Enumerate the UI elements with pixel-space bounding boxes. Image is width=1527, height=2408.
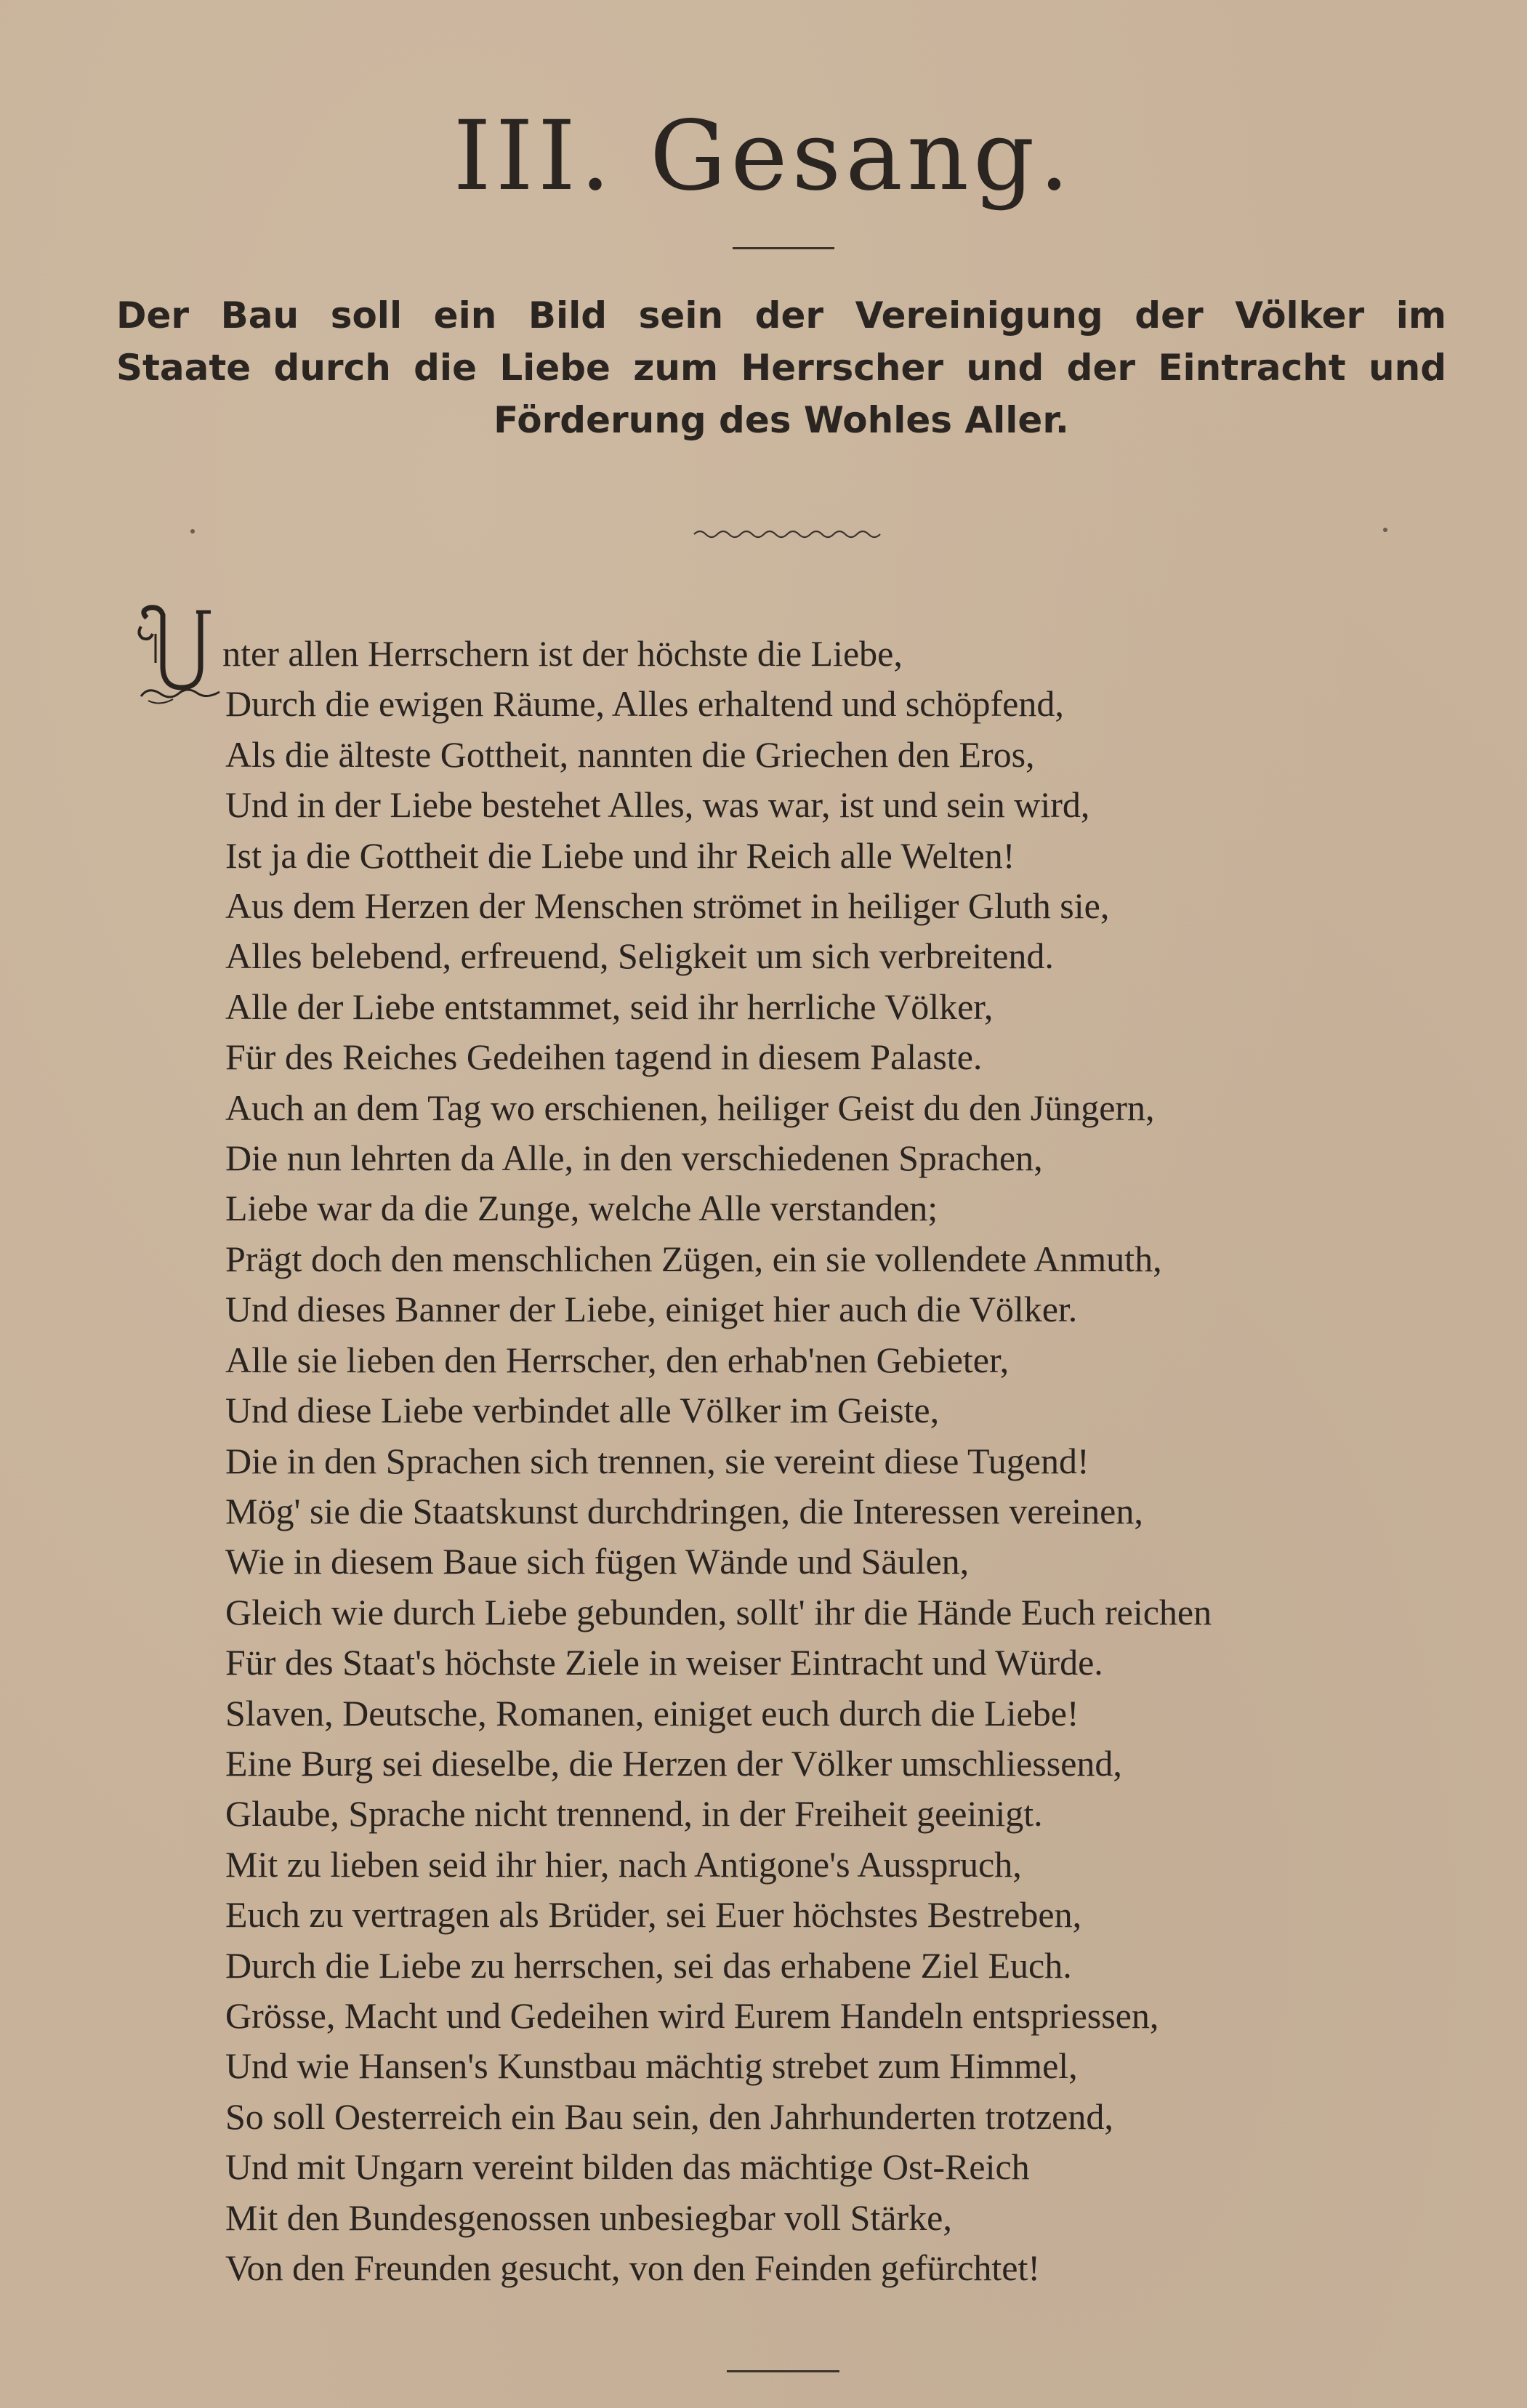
poem-line: Die nun lehrten da Alle, in den verschiedenen Sprachen,	[225, 1137, 1043, 1179]
summary-line-2: Staate durch die Liebe zum Herrscher und der Eintracht und	[116, 347, 1446, 389]
poem-line: Ist ja die Gottheit die Liebe und ihr Reich alle Welten!	[225, 834, 1015, 876]
poem-line: Wie in diesem Baue sich fügen Wände und Säulen,	[225, 1541, 970, 1582]
drop-cap-flourish-icon	[138, 682, 225, 708]
poem-line: Die in den Sprachen sich trennen, sie vereint diese Tugend!	[225, 1440, 1089, 1481]
poem-line: Auch an dem Tag wo erschienen, heiliger Geist du den Jüngern,	[225, 1087, 1155, 1128]
poem-line: So soll Oesterreich ein Bau sein, den Jahrhunderten trotzend,	[225, 2095, 1113, 2137]
summary-line-3: Förderung des Wohles Aller.	[493, 399, 1069, 441]
poem-line: Liebe war da die Zunge, welche Alle verstanden;	[225, 1188, 938, 1229]
poem-line: Und diese Liebe verbindet alle Völker im Geiste,	[225, 1390, 940, 1431]
poem-line: Mit den Bundesgenossen unbesiegbar voll Stärke,	[225, 2196, 952, 2238]
poem-line: Und mit Ungarn vereint bilden das mächtige Ost-Reich	[225, 2146, 1030, 2188]
poem-line: Euch zu vertragen als Brüder, sei Euer höchstes Bestreben,	[225, 1894, 1082, 1936]
poem-line: Als die älteste Gottheit, nannten die Griechen den Eros,	[225, 733, 1035, 775]
poem-line: Durch die ewigen Räume, Alles erhaltend und schöpfend,	[225, 683, 1064, 725]
poem-line: Für des Reiches Gedeihen tagend in diesem Palaste.	[225, 1036, 983, 1078]
canto-summary	[116, 289, 1446, 446]
poem-line: Alle der Liebe entstammet, seid ihr herrliche Völker,	[225, 986, 994, 1027]
poem-line: Glaube, Sprache nicht trennend, in der Freiheit geeinigt.	[225, 1793, 1043, 1835]
poem-line-1-text: nter allen Herrschern ist der höchste die Liebe,	[222, 633, 903, 674]
page-title: III. Gesang.	[453, 100, 1074, 212]
poem-line: Von den Freunden gesucht, von den Feinden gefürchtet!	[225, 2247, 1041, 2288]
poem-line: Grösse, Macht und Gedeihen wird Eurem Handeln entspriessen,	[225, 1994, 1159, 2036]
poem-line-1	[196, 629, 1461, 679]
poem-line: Gleich wie durch Liebe gebunden, sollt' ihr die Hände Euch reichen	[225, 1591, 1212, 1632]
poem-line: Und in der Liebe bestehet Alles, was war, ist und sein wird,	[225, 784, 1090, 826]
poem-line: Aus dem Herzen der Menschen strömet in heiliger Gluth sie,	[225, 885, 1110, 927]
poem-line: Prägt doch den menschlichen Zügen, ein sie vollendete Anmuth,	[225, 1238, 1162, 1279]
print-speck	[1383, 528, 1387, 532]
poem-line: Durch die Liebe zu herrschen, sei das erhabene Ziel Euch.	[225, 1944, 1072, 1986]
footer-divider	[727, 2370, 839, 2372]
poem-line: Und wie Hansen's Kunstbau mächtig strebet zum Himmel,	[225, 2045, 1078, 2087]
poem-line: Alle sie lieben den Herrscher, den erhab'nen Gebieter,	[225, 1339, 1010, 1380]
poem-text	[222, 629, 1461, 2293]
poem-line: Und dieses Banner der Liebe, einiget hier auch die Völker.	[225, 1289, 1078, 1330]
poem-line: Für des Staat's höchste Ziele in weiser Eintracht und Würde.	[225, 1642, 1103, 1683]
poem-line: Alles belebend, erfreuend, Seligkeit um sich verbreitend.	[225, 935, 1054, 977]
print-speck	[190, 529, 195, 533]
poem-line: Mit zu lieben seid ihr hier, nach Antigone's Ausspruch,	[225, 1843, 1022, 1885]
wave-ornament-icon	[690, 523, 887, 545]
poem-line: Eine Burg sei dieselbe, die Herzen der Völker umschliessend,	[225, 1742, 1122, 1784]
poem-line: Mög' sie die Staatskunst durchdringen, die Interessen vereinen,	[225, 1490, 1143, 1531]
summary-line-1: Der Bau soll ein Bild sein der Vereinigung der Völker im	[116, 294, 1446, 337]
poem-line: Slaven, Deutsche, Romanen, einiget euch durch die Liebe!	[225, 1692, 1079, 1733]
title-divider	[733, 247, 834, 249]
